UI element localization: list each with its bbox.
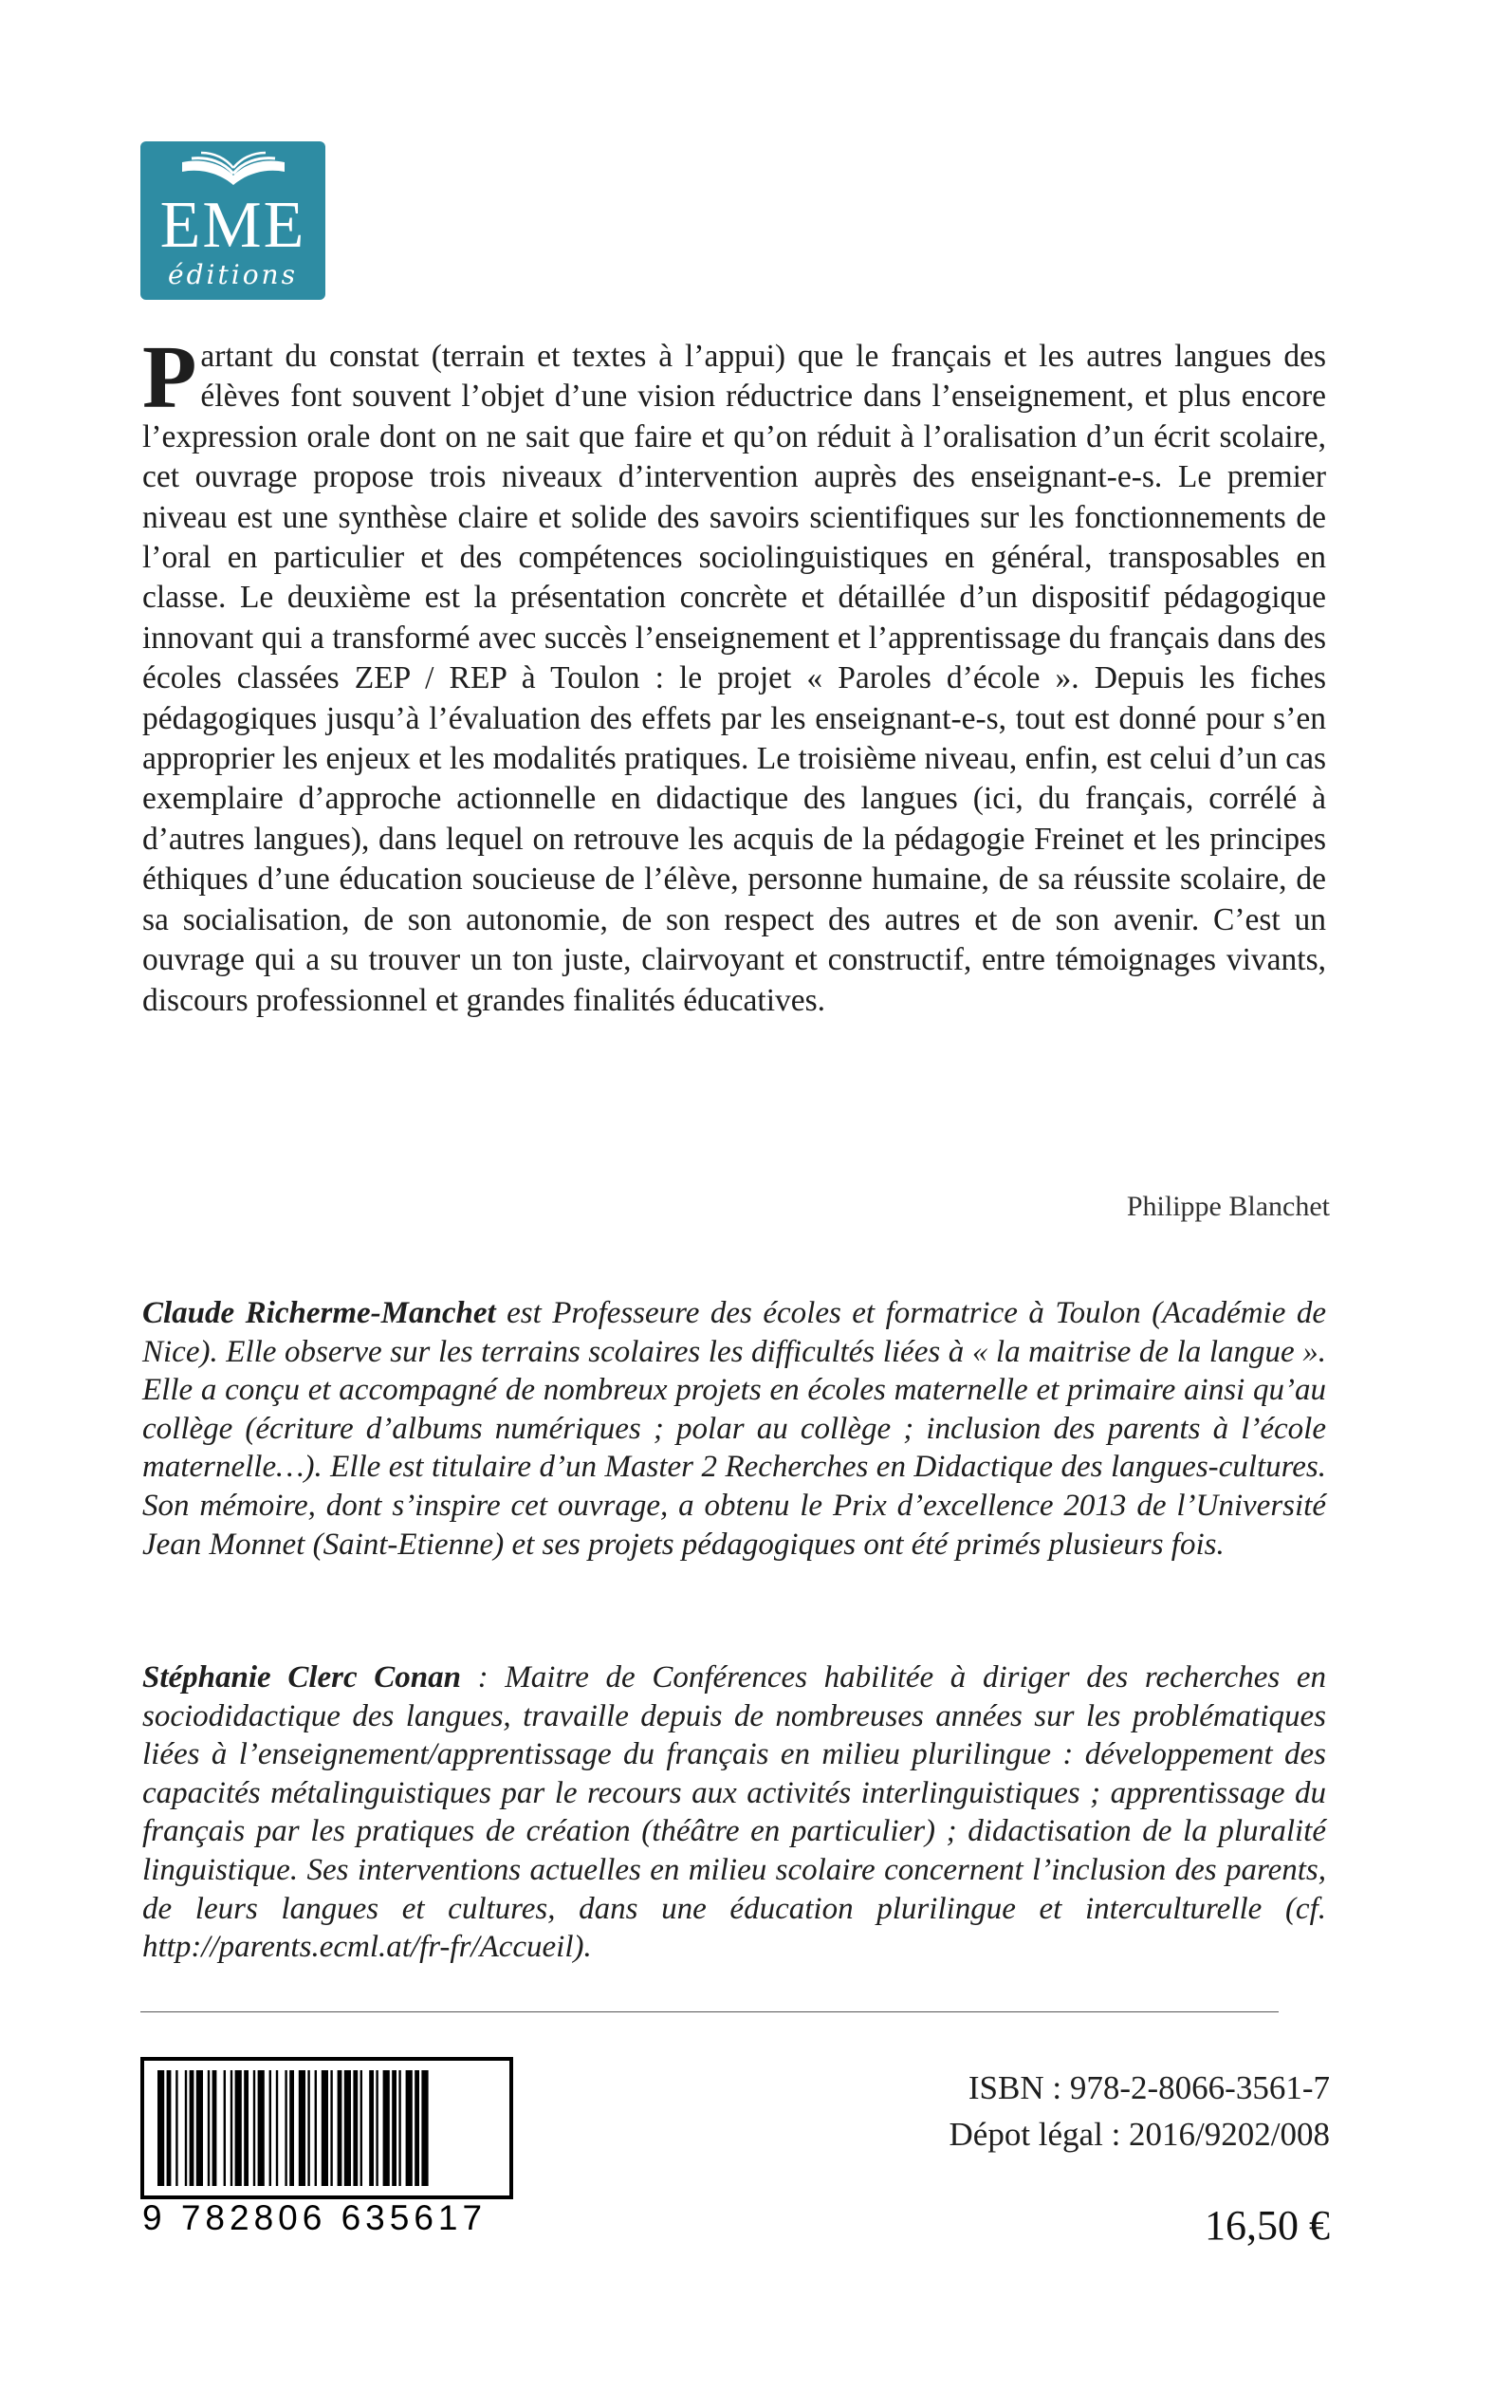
barcode-bar [421,2070,428,2186]
barcode [140,2057,513,2199]
barcode-bar [175,2070,177,2186]
barcode-bar [167,2070,172,2186]
barcode-bar [315,2070,317,2186]
barcode-bar [353,2070,358,2186]
barcode-bar [157,2070,164,2186]
barcode-bar [398,2070,400,2186]
barcode-bar [185,2070,187,2186]
barcode-bar [269,2070,271,2186]
author-bio [142,1294,1326,1564]
logo-subtitle: éditions [168,259,298,290]
barcode-bar [330,2070,332,2186]
barcode-bar [383,2070,390,2186]
barcode-bar [230,2070,232,2186]
barcode-bar [285,2070,286,2186]
barcode-icon [157,2070,496,2186]
open-book-icon [176,151,290,191]
barcode-bar [338,2070,342,2186]
blurb-signature: Philippe Blanchet [1126,1191,1330,1222]
barcode-bar [276,2070,278,2186]
barcode-bar [208,2070,210,2186]
barcode-bar [235,2070,242,2186]
author-bio-text: : Maitre de Conférences habilitée à diriger des recherches en sociodidactique des langues, travaille depuis de nombreuses années sur les problématiques liées à l’enseignement/apprentissage du français en milieu plurilingue : développement des capacités métalinguistiques par le recours aux activités interlinguistiques ; apprentissage du français par les pratiques de création (théâtre en particulier) ; didactisation de la pluralité linguistique. Ses interventions actuelles en milieu scolaire concernent l’inclusion des parents, de leurs langues et cultures, dans une éducation plurilingue et interculturelle (cf. http://parents.ecml.at/fr-fr/Accueil). [142,1660,1326,1965]
barcode-bar [376,2070,378,2186]
barcode-bar [253,2070,255,2186]
barcode-bar [212,2070,217,2186]
barcode-bar [369,2070,374,2186]
barcode-bar [360,2070,362,2186]
author-name: Stéphanie Clerc Conan [142,1660,462,1695]
barcode-bar [344,2070,351,2186]
legal-deposit: Dépot légal : 2016/9202/008 [949,2116,1330,2153]
author-bio-text: est Professeure des écoles et formatrice à Toulon (Académie de Nice). Elle observe sur les terrains scolaires les difficultés liées à « la maitrise de la langue ». Elle a conçu et accompagné de nombreux projets en écoles maternelle et primaire ainsi qu’au collège (écriture d’albums numériques ; polar au collège ; inclusion des parents à l’école maternelle…). Elle est titulaire d’un Master 2 Recherches en Didactique des langues-cultures. Son mémoire, dont s’inspire cet ouvrage, a obtenu le Prix d’excellence 2013 de l’Université Jean Monnet (Saint-Etienne) et ses projets pédagogiques ont été primés plusieurs fois. [142,1296,1326,1562]
barcode-bar [307,2070,309,2186]
barcode-bar [322,2070,328,2186]
barcode-digits: 9 782806 635617 [142,2198,488,2237]
barcode-bar [258,2070,265,2186]
drop-cap: P [142,328,197,427]
barcode-bar [392,2070,396,2186]
logo-wordmark: EME [159,189,306,262]
author-name: Claude Richerme-Manchet [142,1296,496,1330]
author-bio [142,1658,1326,1967]
barcode-bar [190,2070,194,2186]
barcode-bar [289,2070,294,2186]
barcode-bar [406,2070,413,2186]
blurb-text: artant du constat (terrain et textes à l’appui) que le français et les autres langues des élèves font souvent l’objet d’une vision réductrice dans l’enseignement, et plus encore l’expression orale dont on ne sait que faire et qu’on réduit à l’oralisation d’un écrit scolaire, cet ouvrage propose trois niveaux d’intervention auprès des enseignant-e-s. Le premier niveau est une synthèse claire et solide des savoirs scientifiques sur les fonctionnements de l’oral en particulier et des compétences sociolinguistiques en général, transposables en classe. Le deuxième est la présentation concrète et détaillée d’un dispositif pédagogique innovant qui a transformé avec succès l’enseignement et l’apprentissage du français dans des écoles classées ZEP / REP à Toulon : le projet « Paroles d’école ». Depuis les fiches pédagogiques jusqu’à l’évaluation des effets par les enseignant-e-s, tout est donné pour s’en approprier les enjeux et les modalités pratiques. Le troisième niveau, enfin, est celui d’un cas exemplaire d’approche actionnelle en didactique des langues (ici, du français, corrélé à d’autres langues), dans lequel on retrouve les acquis de la pédagogie Freinet et les principes éthiques d’une éducation soucieuse de l’élève, personne humaine, de sa réussite scolaire, de sa socialisation, de son autonomie, de son respect des autres et de son avenir. C’est un ouvrage qui a su trouver un ton juste, clairvoyant et constructif, entre témoignages vivants, discours professionnel et grandes finalités éducatives. [142,339,1326,1018]
price: 16,50 € [1205,2202,1330,2249]
barcode-bar [299,2070,305,2186]
divider [140,2011,1279,2012]
barcode-bar [244,2070,249,2186]
isbn: ISBN : 978-2-8066-3561-7 [968,2069,1330,2106]
barcode-bar [196,2070,203,2186]
publisher-logo [140,141,325,300]
barcode-bar [415,2070,419,2186]
barcode-bar [224,2070,226,2186]
back-cover-blurb [142,328,1326,1021]
